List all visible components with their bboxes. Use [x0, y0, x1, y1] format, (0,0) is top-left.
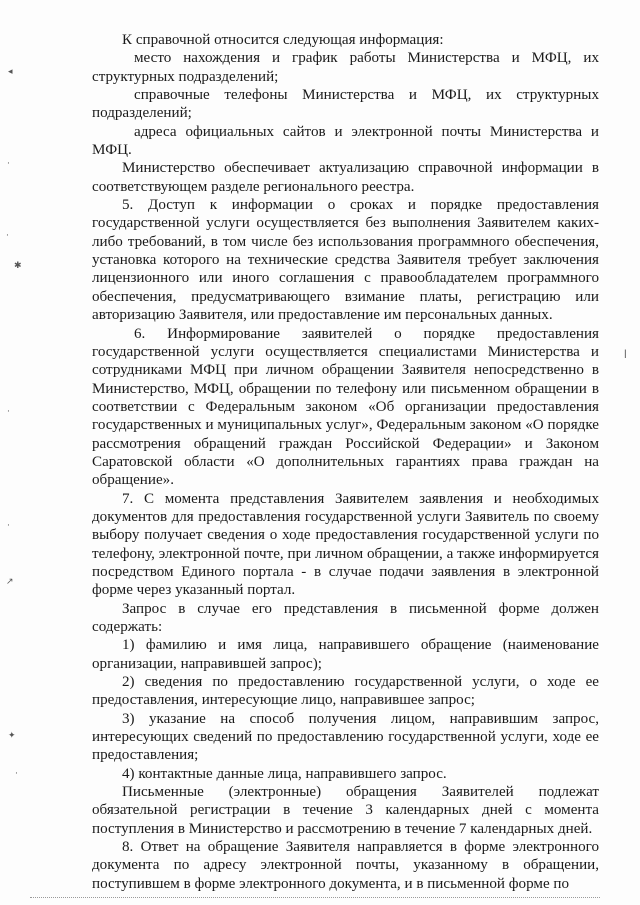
paragraph-request-contents: Запрос в случае его представления в письменной форме должен содержать: [92, 600, 599, 635]
footer-rule [30, 897, 600, 898]
list-item-request-1: 1) фамилию и имя лица, направившего обращение (наименование организации, направившей запрос); [92, 637, 599, 672]
list-item-request-3: 3) указание на способ получения лицом, направившим запрос, интересующих сведений по предоставлению государственной услуги, ходе ее предоставления; [92, 710, 599, 764]
list-item-request-2: 2) сведения по предоставлению государственной услуги, о ходе ее предоставления, интересующие лицо, направившее запрос; [92, 674, 599, 709]
paragraph-item-8-answer: 8. Ответ на обращение Заявителя направляется в форме электронного документа по адресу электронной почты, указанному в обращении, поступившем в форме электронного документа, и в письменной форме по [92, 839, 599, 892]
scan-speck: · [7, 407, 10, 417]
paragraph-info-actualization: Министерство обеспечивает актуализацию справочной информации в соответствующем разделе регионального реестра. [92, 160, 599, 195]
scan-speck: ✦ [8, 731, 16, 741]
document-body [92, 31, 599, 893]
paragraph-registration: Письменные (электронные) обращения Заявителей подлежат обязательной регистрации в течение 3 календарных дней с момента поступления в Министерство и рассмотрению в течение 7 календарных дней. [92, 784, 599, 837]
scan-speck: ◂ [8, 67, 13, 77]
paragraph-websites-email: адреса официальных сайтов и электронной почты Министерства и МФЦ. [92, 123, 599, 159]
scan-speck: ǀ [624, 349, 627, 359]
list-item-request-4: 4) контактные данные лица, направившего запрос. [122, 765, 447, 782]
paragraph-item-5-access: 5. Доступ к информации о сроках и порядке предоставления государственной услуги осуществляется без выполнения Заявителем каких-либо требований, в том числе без использования программного обеспечения, установка которого на технические средства Заявителя требует заключения лицензионного или иного соглашения с правообладателем программного обеспечения, предусматривающего взимание платы, регистрацию или авторизацию Заявителя, или предоставление им персональных данных. [92, 197, 599, 324]
scan-speck: · [6, 231, 9, 241]
scan-speck: ↗ [6, 577, 14, 587]
scan-speck: · [7, 521, 10, 531]
paragraph-item-6-informing: 6. Информирование заявителей о порядке предоставления государственной услуги осуществляется специалистами Министерства и сотрудниками МФЦ при личном обращении Заявителя непосредственно в Министерство, МФЦ, обращении по телефону или письменном обращении в соответствии с Федеральным законом «Об организации предоставления государственных и муниципальных услуг», Федеральным законом «О порядке рассмотрения обращений граждан Российской Федерации» и Законом Саратовской области «О дополнительных гарантиях права граждан на обращение». [92, 325, 599, 489]
paragraph-reference-info-intro: К справочной относится следующая информация: [122, 32, 444, 48]
paragraph-item-7-status: 7. С момента представления Заявителем заявления и необходимых документов для предоставления государственной услуги Заявитель по своему выбору получает сведения о ходе предоставления государственной услуги по телефону, электронной почте, при личном обращении, а также информируется посредством Единого портала - в случае подачи заявления в электронной форме через указанный портал. [92, 490, 599, 599]
paragraph-reference-phones: справочные телефоны Министерства и МФЦ, их структурных подразделений; [92, 87, 599, 122]
scan-speck: · [7, 159, 10, 169]
paragraph-location-schedule: место нахождения и график работы Министерства и МФЦ, их структурных подразделений; [92, 50, 599, 85]
scan-speck: · [15, 769, 18, 779]
scan-speck: ✱ [14, 261, 22, 271]
